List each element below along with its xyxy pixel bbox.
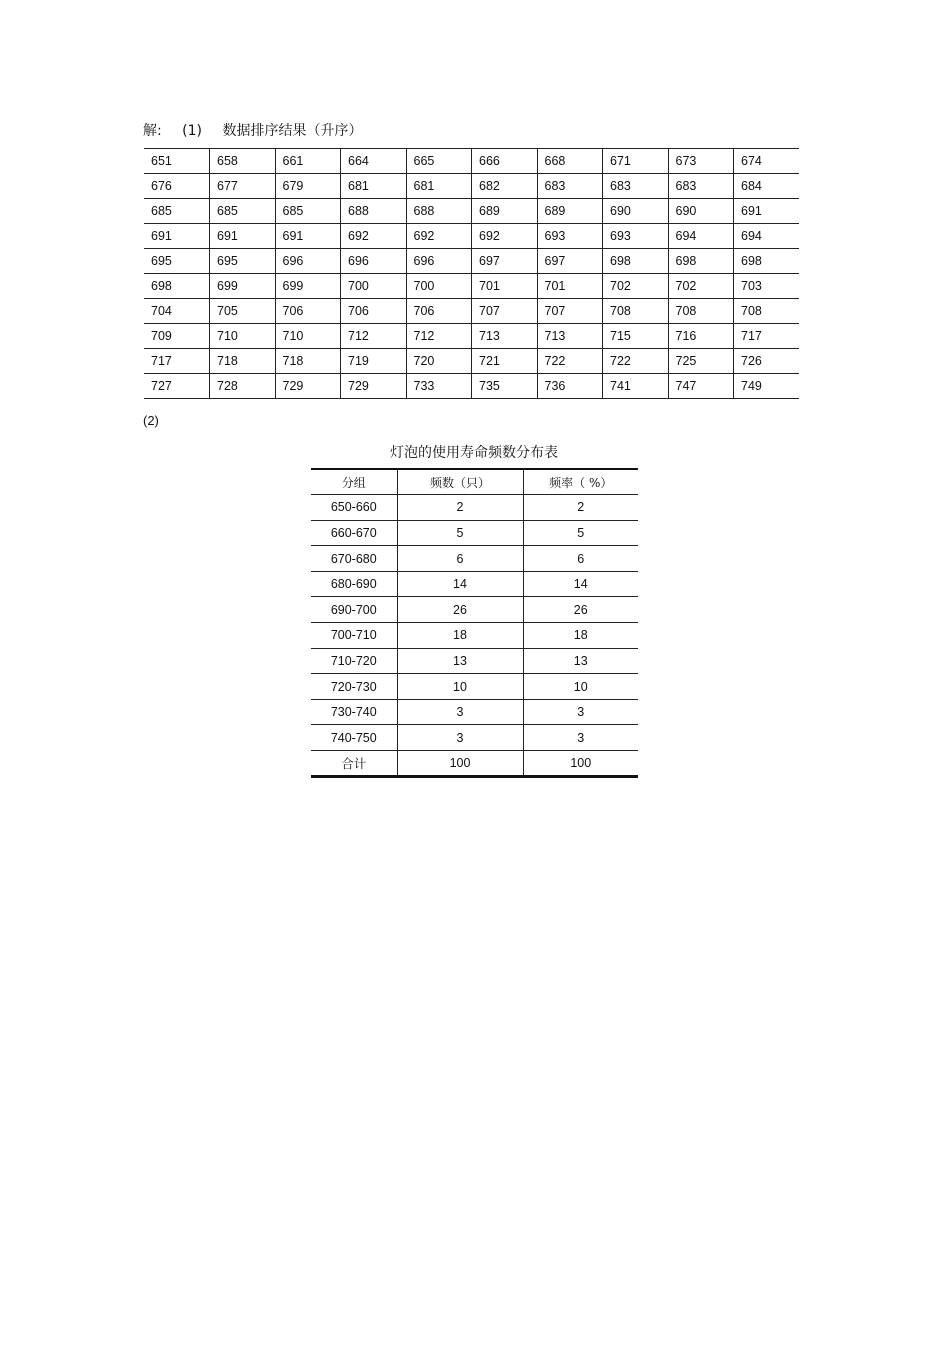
data-cell: 689	[472, 199, 538, 224]
relative-frequency-cell: 26	[523, 597, 638, 623]
data-cell: 722	[603, 349, 669, 374]
data-cell: 747	[668, 374, 734, 399]
group-cell: 680-690	[311, 571, 397, 597]
data-cell: 682	[472, 174, 538, 199]
data-cell: 713	[537, 324, 603, 349]
data-cell: 673	[668, 149, 734, 174]
frequency-header-row	[311, 469, 638, 495]
data-cell: 690	[603, 199, 669, 224]
data-cell: 690	[668, 199, 734, 224]
data-cell: 749	[734, 374, 800, 399]
part1-number: (1)	[182, 123, 203, 139]
group-cell: 690-700	[311, 597, 397, 623]
data-cell: 728	[210, 374, 276, 399]
table-row	[311, 648, 638, 674]
group-cell: 710-720	[311, 648, 397, 674]
table-row	[311, 623, 638, 649]
table-row	[311, 725, 638, 751]
group-cell: 650-660	[311, 495, 397, 521]
data-cell: 665	[406, 149, 472, 174]
frequency-cell: 10	[397, 674, 523, 700]
data-cell: 679	[275, 174, 341, 199]
data-cell: 706	[275, 299, 341, 324]
data-cell: 729	[275, 374, 341, 399]
table-row	[311, 571, 638, 597]
data-cell: 726	[734, 349, 800, 374]
frequency-cell: 3	[397, 699, 523, 725]
table-row	[144, 149, 799, 174]
group-cell: 700-710	[311, 623, 397, 649]
total-row	[311, 751, 638, 777]
relative-frequency-cell: 18	[523, 623, 638, 649]
data-cell: 694	[734, 224, 800, 249]
data-cell: 683	[668, 174, 734, 199]
data-cell: 668	[537, 149, 603, 174]
table-row	[144, 274, 799, 299]
sorted-data-table	[144, 148, 799, 399]
data-cell: 691	[734, 199, 800, 224]
data-cell: 684	[734, 174, 800, 199]
header-group: 分组	[311, 469, 397, 495]
data-cell: 704	[144, 299, 210, 324]
table-row	[144, 199, 799, 224]
data-cell: 701	[472, 274, 538, 299]
data-cell: 699	[275, 274, 341, 299]
data-cell: 741	[603, 374, 669, 399]
table-row	[311, 520, 638, 546]
relative-frequency-cell: 14	[523, 571, 638, 597]
data-cell: 708	[603, 299, 669, 324]
data-cell: 717	[734, 324, 800, 349]
data-cell: 710	[210, 324, 276, 349]
data-cell: 702	[603, 274, 669, 299]
data-cell: 685	[210, 199, 276, 224]
data-cell: 685	[275, 199, 341, 224]
data-cell: 736	[537, 374, 603, 399]
data-cell: 698	[144, 274, 210, 299]
part1-heading	[143, 120, 362, 140]
answer-prefix: 解:	[143, 123, 162, 139]
total-frequency: 100	[397, 751, 523, 777]
table-row	[144, 299, 799, 324]
data-cell: 710	[275, 324, 341, 349]
data-cell: 693	[603, 224, 669, 249]
data-cell: 700	[341, 274, 407, 299]
data-cell: 722	[537, 349, 603, 374]
data-cell: 694	[668, 224, 734, 249]
data-cell: 701	[537, 274, 603, 299]
group-cell: 720-730	[311, 674, 397, 700]
data-cell: 727	[144, 374, 210, 399]
data-cell: 725	[668, 349, 734, 374]
data-cell: 688	[341, 199, 407, 224]
data-cell: 718	[210, 349, 276, 374]
data-cell: 664	[341, 149, 407, 174]
data-cell: 721	[472, 349, 538, 374]
relative-frequency-cell: 6	[523, 546, 638, 572]
data-cell: 696	[406, 249, 472, 274]
group-cell: 670-680	[311, 546, 397, 572]
frequency-table-caption: 灯泡的使用寿命频数分布表	[390, 445, 558, 461]
table-row	[311, 699, 638, 725]
data-cell: 708	[668, 299, 734, 324]
data-cell: 712	[406, 324, 472, 349]
data-cell: 697	[472, 249, 538, 274]
table-row	[311, 495, 638, 521]
data-cell: 691	[144, 224, 210, 249]
data-cell: 688	[406, 199, 472, 224]
data-cell: 651	[144, 149, 210, 174]
total-relative-frequency: 100	[523, 751, 638, 777]
data-cell: 706	[406, 299, 472, 324]
data-cell: 700	[406, 274, 472, 299]
data-cell: 676	[144, 174, 210, 199]
data-cell: 699	[210, 274, 276, 299]
data-cell: 707	[537, 299, 603, 324]
relative-frequency-cell: 10	[523, 674, 638, 700]
data-cell: 696	[275, 249, 341, 274]
data-cell: 716	[668, 324, 734, 349]
data-cell: 719	[341, 349, 407, 374]
data-cell: 692	[341, 224, 407, 249]
data-cell: 683	[537, 174, 603, 199]
table-row	[144, 174, 799, 199]
data-cell: 698	[603, 249, 669, 274]
table-row	[311, 546, 638, 572]
data-cell: 708	[734, 299, 800, 324]
data-cell: 658	[210, 149, 276, 174]
relative-frequency-cell: 13	[523, 648, 638, 674]
data-cell: 717	[144, 349, 210, 374]
table-row	[144, 349, 799, 374]
frequency-cell: 6	[397, 546, 523, 572]
data-cell: 674	[734, 149, 800, 174]
data-cell: 718	[275, 349, 341, 374]
part1-title: 数据排序结果（升序）	[222, 123, 363, 139]
frequency-cell: 5	[397, 520, 523, 546]
data-cell: 702	[668, 274, 734, 299]
table-row	[144, 224, 799, 249]
frequency-cell: 2	[397, 495, 523, 521]
data-cell: 733	[406, 374, 472, 399]
header-frequency: 频数（只）	[397, 469, 523, 495]
relative-frequency-cell: 3	[523, 699, 638, 725]
data-cell: 696	[341, 249, 407, 274]
total-label: 合计	[311, 751, 397, 777]
frequency-cell: 13	[397, 648, 523, 674]
relative-frequency-cell: 5	[523, 520, 638, 546]
data-cell: 691	[210, 224, 276, 249]
data-cell: 681	[406, 174, 472, 199]
data-cell: 709	[144, 324, 210, 349]
data-cell: 720	[406, 349, 472, 374]
data-cell: 681	[341, 174, 407, 199]
header-relative-frequency: 频率（ %）	[523, 469, 638, 495]
group-cell: 730-740	[311, 699, 397, 725]
data-cell: 685	[144, 199, 210, 224]
frequency-cell: 18	[397, 623, 523, 649]
data-cell: 671	[603, 149, 669, 174]
table-row	[311, 674, 638, 700]
frequency-cell: 26	[397, 597, 523, 623]
data-cell: 729	[341, 374, 407, 399]
data-cell: 703	[734, 274, 800, 299]
data-cell: 666	[472, 149, 538, 174]
data-cell: 698	[668, 249, 734, 274]
data-cell: 705	[210, 299, 276, 324]
table-row	[144, 324, 799, 349]
data-cell: 677	[210, 174, 276, 199]
relative-frequency-cell: 3	[523, 725, 638, 751]
part2-number: (2)	[143, 413, 159, 428]
data-cell: 713	[472, 324, 538, 349]
table-row	[144, 249, 799, 274]
data-cell: 698	[734, 249, 800, 274]
data-cell: 715	[603, 324, 669, 349]
data-cell: 683	[603, 174, 669, 199]
group-cell: 660-670	[311, 520, 397, 546]
data-cell: 695	[210, 249, 276, 274]
data-cell: 712	[341, 324, 407, 349]
data-cell: 689	[537, 199, 603, 224]
group-cell: 740-750	[311, 725, 397, 751]
data-cell: 693	[537, 224, 603, 249]
data-cell: 692	[472, 224, 538, 249]
data-cell: 692	[406, 224, 472, 249]
data-cell: 706	[341, 299, 407, 324]
data-cell: 691	[275, 224, 341, 249]
table-row	[144, 374, 799, 399]
data-cell: 697	[537, 249, 603, 274]
data-cell: 695	[144, 249, 210, 274]
data-cell: 735	[472, 374, 538, 399]
frequency-cell: 3	[397, 725, 523, 751]
relative-frequency-cell: 2	[523, 495, 638, 521]
table-row	[311, 597, 638, 623]
frequency-distribution-table	[311, 468, 638, 778]
data-cell: 661	[275, 149, 341, 174]
data-cell: 707	[472, 299, 538, 324]
frequency-cell: 14	[397, 571, 523, 597]
